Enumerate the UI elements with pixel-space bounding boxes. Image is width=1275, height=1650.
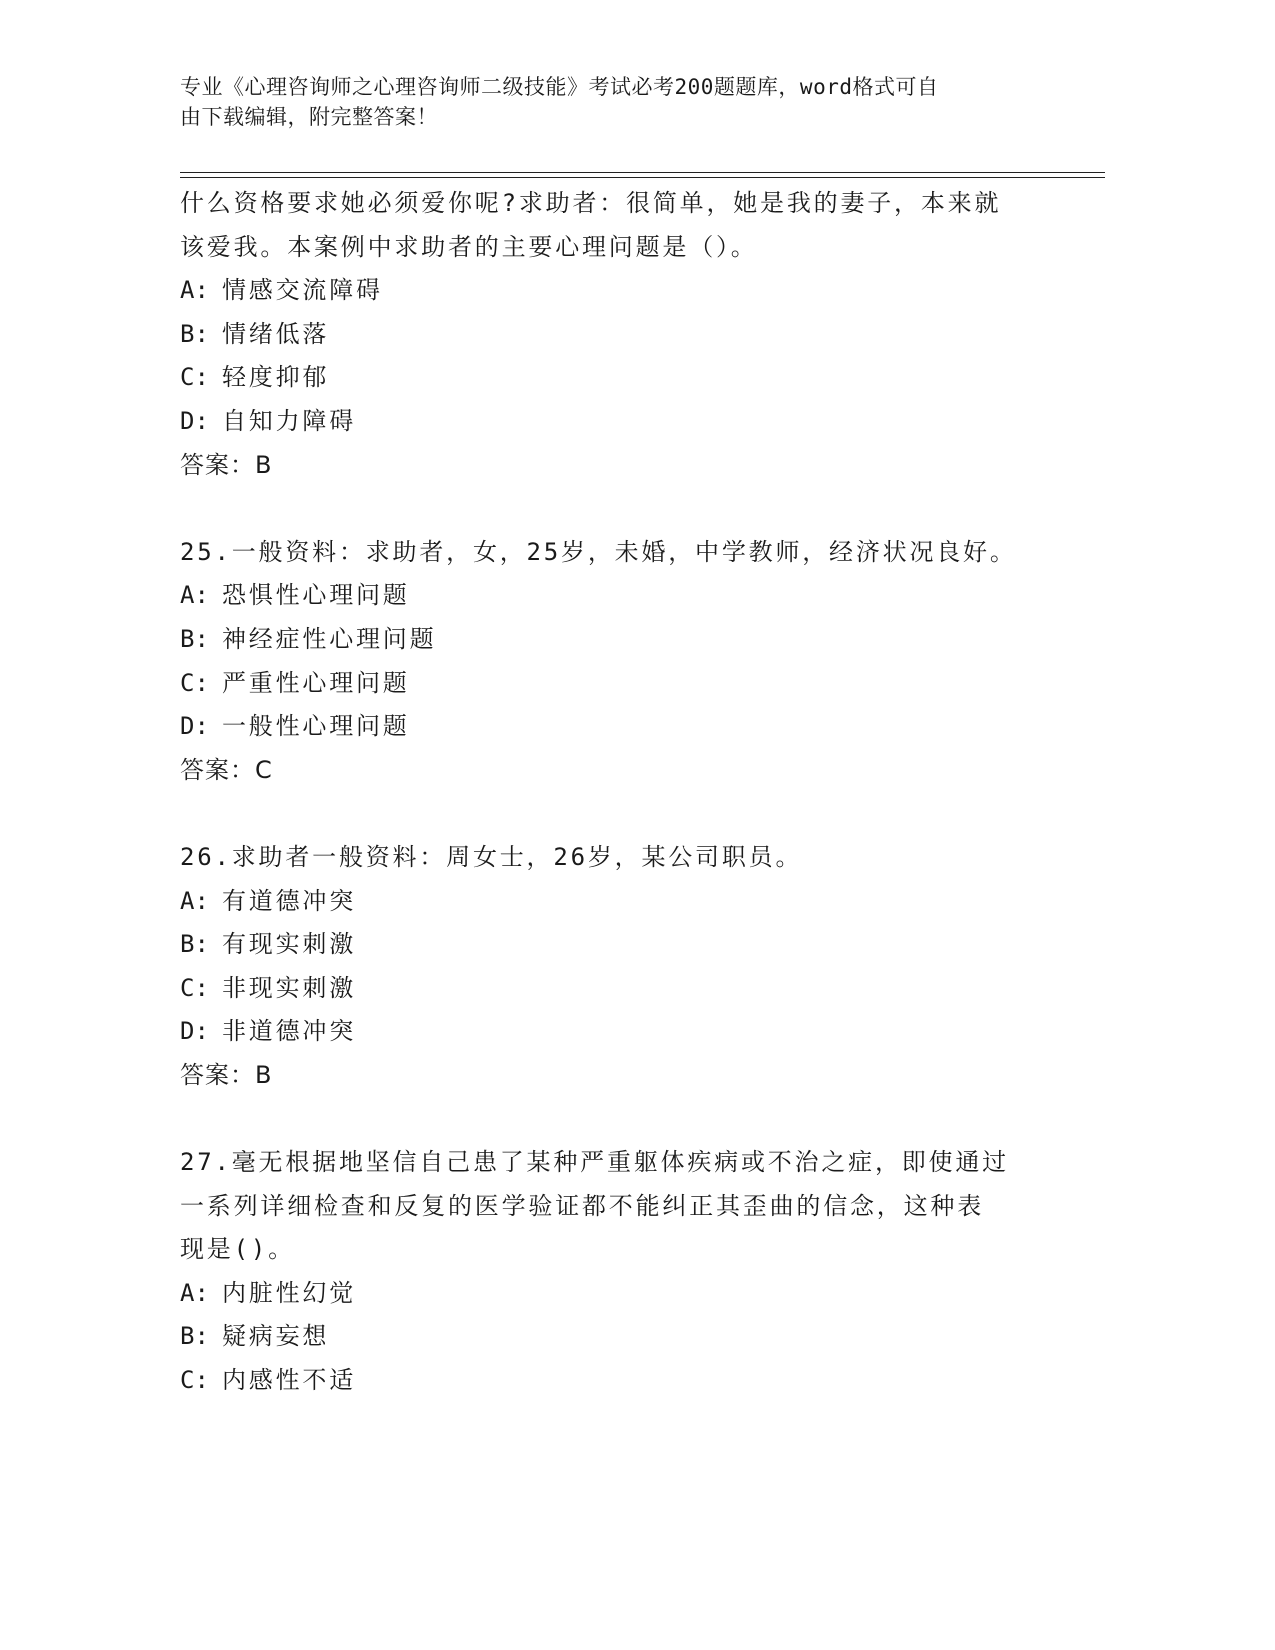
question-stem-line: 该爱我。本案例中求助者的主要心理问题是（）。 <box>180 232 758 261</box>
option-b <box>180 1315 1060 1359</box>
option-text: 非道德冲突 <box>222 1017 356 1046</box>
answer-line: 答案：B <box>180 450 273 479</box>
question-stem-line: 什么资格要求她必须爱你呢?求助者：很简单，她是我的妻子，本来就 <box>180 189 1002 217</box>
option-text: 情感交流障碍 <box>222 276 383 305</box>
option-key: D: <box>180 712 209 741</box>
question-stem-line: 25.一般资料：求助者，女，25岁，未婚，中学教师，经济状况良好。 <box>180 537 1017 566</box>
option-text: 疑病妄想 <box>222 1322 330 1351</box>
option-d <box>180 400 1060 444</box>
option-key: C: <box>180 363 209 392</box>
option-key: C: <box>180 668 209 697</box>
option-key: A: <box>180 886 209 915</box>
question-stem-line: 27.毫无根据地坚信自己患了某种严重躯体疾病或不治之症，即使通过 <box>180 1148 1009 1177</box>
question-spacer <box>180 792 1060 836</box>
option-b <box>180 923 1060 967</box>
option-c <box>180 967 1060 1011</box>
option-key: A: <box>180 1278 209 1307</box>
option-key: D: <box>180 406 209 435</box>
option-text: 有道德冲突 <box>222 886 356 915</box>
option-c <box>180 1359 1060 1403</box>
option-key: B: <box>180 1322 209 1351</box>
header-line-2: 由下载编辑，附完整答案！ <box>180 105 438 129</box>
header-line-1: 专业《心理咨询师之心理咨询师二级技能》考试必考200题题库，word格式可自 <box>180 75 939 99</box>
option-c <box>180 662 1060 706</box>
option-b <box>180 313 1060 357</box>
option-text: 一般性心理问题 <box>222 712 410 741</box>
question-list <box>180 182 1060 1403</box>
option-c <box>180 356 1060 400</box>
option-text: 轻度抑郁 <box>222 363 330 392</box>
question-stem-line: 26.求助者一般资料：周女士，26岁，某公司职员。 <box>180 842 803 871</box>
question-spacer <box>180 487 1060 531</box>
answer-line: 答案：B <box>180 1060 273 1089</box>
question-stem-line: 一系列详细检查和反复的医学验证都不能纠正其歪曲的信念，这种表 <box>180 1191 984 1220</box>
question-26 <box>180 836 1060 1098</box>
option-key: A: <box>180 276 209 305</box>
header-divider-bottom <box>180 177 1105 178</box>
option-text: 情绪低落 <box>222 319 330 348</box>
option-text: 非现实刺激 <box>222 973 356 1002</box>
option-d <box>180 705 1060 749</box>
document-header-note <box>180 72 1040 132</box>
question-stem-line: 现是()。 <box>180 1235 295 1264</box>
answer-line: 答案：C <box>180 755 273 784</box>
option-key: B: <box>180 319 209 348</box>
option-key: C: <box>180 1366 209 1395</box>
option-text: 恐惧性心理问题 <box>222 581 410 610</box>
option-key: D: <box>180 1017 209 1046</box>
option-key: B: <box>180 624 209 653</box>
option-key: C: <box>180 973 209 1002</box>
option-d <box>180 1010 1060 1054</box>
option-text: 有现实刺激 <box>222 930 356 959</box>
option-text: 自知力障碍 <box>222 406 356 435</box>
option-a <box>180 1272 1060 1316</box>
option-key: A: <box>180 581 209 610</box>
question-spacer <box>180 1097 1060 1141</box>
option-text: 内脏性幻觉 <box>222 1278 356 1307</box>
question-24 <box>180 182 1060 487</box>
question-25 <box>180 531 1060 793</box>
option-b <box>180 618 1060 662</box>
option-a <box>180 880 1060 924</box>
option-a <box>180 574 1060 618</box>
header-divider-top <box>180 172 1105 173</box>
option-text: 严重性心理问题 <box>222 668 410 697</box>
option-a <box>180 269 1060 313</box>
question-27 <box>180 1141 1060 1403</box>
option-key: B: <box>180 930 209 959</box>
option-text: 神经症性心理问题 <box>222 624 437 653</box>
option-text: 内感性不适 <box>222 1366 356 1395</box>
